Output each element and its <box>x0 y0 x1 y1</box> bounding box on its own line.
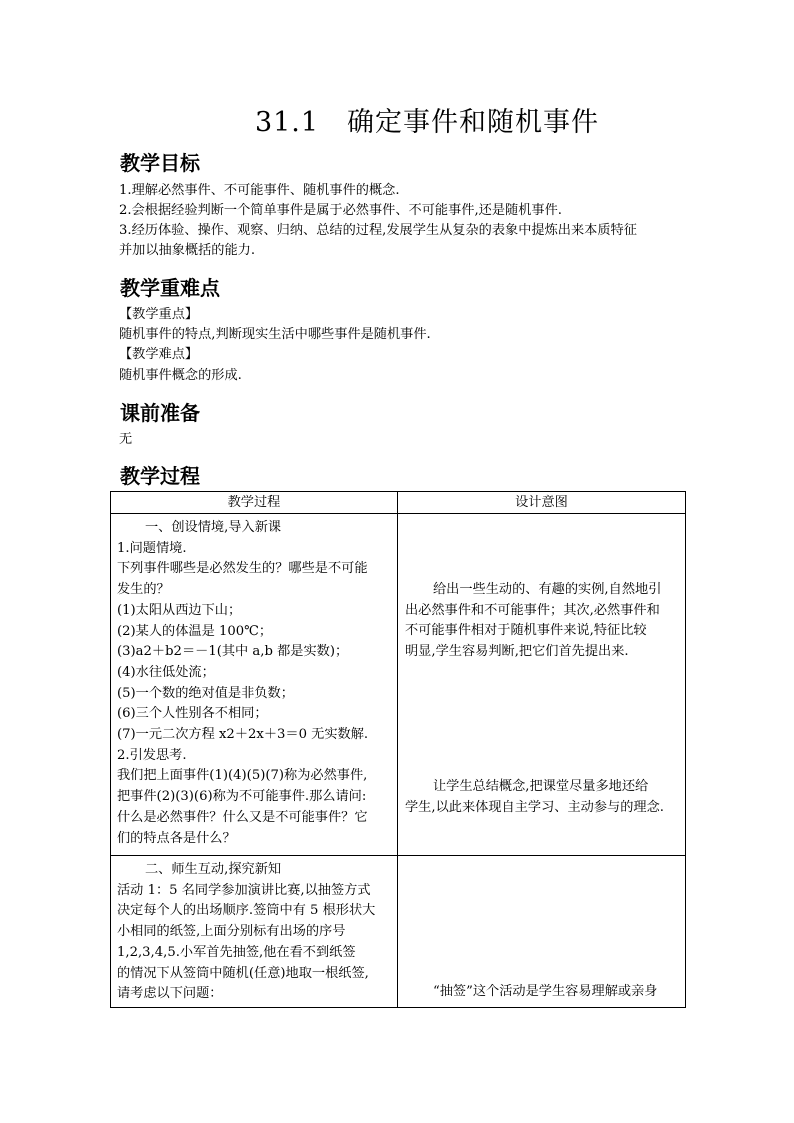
cell-line: (7)一元二次方程 x2＋2x＋3＝0 无实数解. <box>117 727 369 743</box>
cell-line: 什么是必然事件？什么又是不可能事件？它 <box>117 809 368 825</box>
table-cell-intent <box>398 514 686 856</box>
cell-line: 活动 1：5 名同学参加演讲比赛,以抽签方式 <box>117 882 371 898</box>
cell-line: 小相同的纸签,上面分别标有出场的序号 <box>117 924 346 940</box>
cell-line: 决定每个人的出场顺序.签筒中有 5 根形状大 <box>117 903 376 919</box>
goal-line-3: 3.经历体验、操作、观察、归纳、总结的过程,发展学生从复杂的表象中提炼出来本质特征 <box>119 223 637 238</box>
cell-line: 下列事件哪些是必然发生的？哪些是不可能 <box>117 561 368 577</box>
table-header-process: 教学过程 <box>111 492 398 514</box>
table-header-row <box>111 492 686 514</box>
table-row <box>111 514 686 856</box>
table-header-intent: 设计意图 <box>398 492 686 514</box>
table-cell-process <box>111 514 398 856</box>
table-cell-intent <box>398 856 686 1008</box>
cell-line: 我们把上面事件(1)(4)(5)(7)称为必然事件, <box>117 768 368 784</box>
cell-line: “抽签”这个活动是学生容易理解或亲身 <box>433 984 658 999</box>
cell-line: (4)水往低处流； <box>117 664 215 680</box>
page-title: 31.1 确定事件和随机事件 <box>254 107 600 138</box>
cell-line: 一、创设情境,导入新课 <box>145 520 282 535</box>
cell-line: 二、师生互动,探究新知 <box>145 862 282 877</box>
section-heading-process: 教学过程 <box>120 464 200 488</box>
cell-line: (6)三个人性别各不相同； <box>117 706 268 722</box>
process-table <box>110 491 686 1008</box>
cell-line: 的情况下从签筒中随机(任意)地取一根纸签, <box>117 965 369 981</box>
cell-line: (3)a2＋b2＝－1(其中 a,b 都是实数)； <box>117 644 349 660</box>
goal-line-1: 1.理解必然事件、不可能事件、随机事件的概念. <box>119 183 400 198</box>
cell-line: 把事件(2)(3)(6)称为不可能事件.那么请问: <box>117 789 367 805</box>
difficulty-text: 随机事件概念的形成. <box>119 368 242 383</box>
prep-text: 无 <box>119 432 133 447</box>
section-heading-keypoints: 教学重难点 <box>120 276 220 300</box>
cell-line: 1,2,3,4,5.小军首先抽签,他在看不到纸签 <box>117 944 356 960</box>
table-row <box>111 856 686 1008</box>
goal-line-2: 2.会根据经验判断一个简单事件是属于必然事件、不可能事件,还是随机事件. <box>119 203 562 218</box>
cell-line: 们的特点各是什么？ <box>117 830 236 846</box>
goal-line-4: 并加以抽象概括的能力. <box>119 243 256 258</box>
cell-line: 出必然事件和不可能事件；其次,必然事件和 <box>405 602 660 618</box>
section-heading-goals: 教学目标 <box>120 151 200 175</box>
cell-line: 学生,以此来体现自主学习、主动参与的理念. <box>405 799 664 815</box>
section-heading-prep: 课前准备 <box>120 401 200 425</box>
cell-line: 1.问题情境. <box>117 540 187 556</box>
table-cell-process <box>111 856 398 1008</box>
cell-line: 请考虑以下问题： <box>117 986 223 1002</box>
cell-line: (2)某人的体温是 100℃； <box>117 623 273 639</box>
focus-text: 随机事件的特点,判断现实生活中哪些事件是随机事件. <box>119 327 431 342</box>
cell-line: (1)太阳从西边下山； <box>117 602 242 618</box>
focus-label: 【教学重点】 <box>119 307 199 322</box>
difficulty-label: 【教学难点】 <box>119 347 199 362</box>
cell-line: 让学生总结概念,把课堂尽量多地还给 <box>433 778 649 794</box>
cell-line: 不可能事件相对于随机事件来说,特征比较 <box>405 623 647 639</box>
cell-line: 发生的？ <box>117 582 170 598</box>
cell-line: 给出一些生动的、有趣的实例,自然地引 <box>433 582 662 597</box>
cell-line: 2.引发思考. <box>117 747 187 763</box>
cell-line: (5)一个数的绝对值是非负数； <box>117 685 294 701</box>
cell-line: 明显,学生容易判断,把它们首先提出来. <box>405 644 629 660</box>
